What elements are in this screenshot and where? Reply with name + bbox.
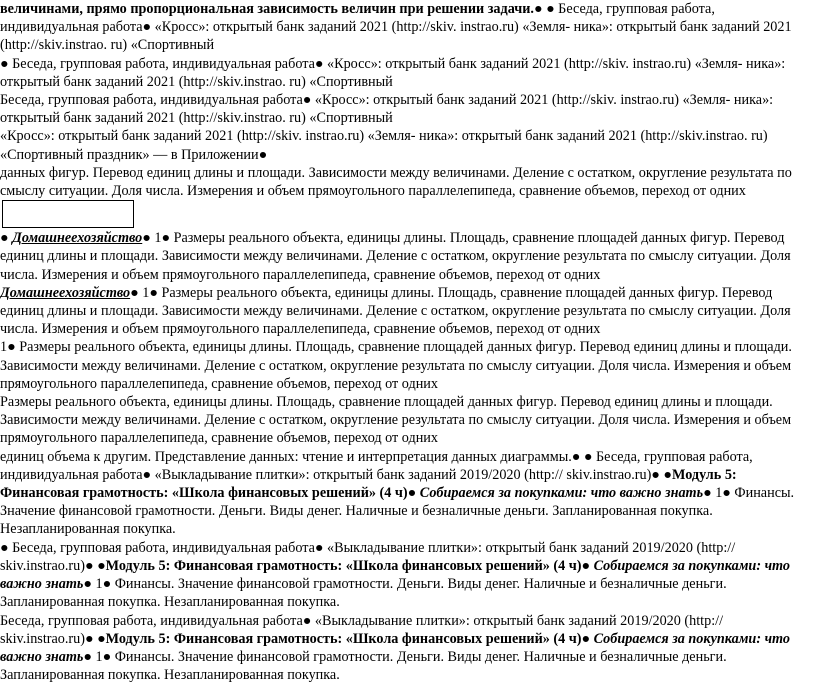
- finance-paragraph-2: [0, 539, 814, 612]
- module-title: Модуль 5: Финансовая грамотность: «Школа финансовых решений» (4 ч)●: [106, 631, 590, 647]
- bold-phrase: величинами, прямо пропорциональная зависимость величин при решении задачи.: [0, 1, 534, 17]
- module-title: Модуль 5: Финансовая грамотность: «Школа финансовых решений» (4 ч)●: [0, 467, 737, 501]
- text-span: Беседа, групповая работа, индивидуальная работа● «Выкладывание плитки»: открытый банк заданий 2019/2020 (http:// skiv.instrao.ru)● ●: [0, 613, 723, 647]
- module-title: Модуль 5: Финансовая грамотность: «Школа финансовых решений» (4 ч)●: [106, 558, 590, 574]
- text-span: единиц объема к другим. Представление данных: чтение и интерпретация данных диаграммы.● ● Беседа, групповая работа, индивидуальная работа● «Выкладывание плитки»: открытый банк заданий 2019/2020 (http:// skiv.instrao.ru)● ●: [0, 449, 753, 483]
- text-span: ● 1● Финансы. Значение финансовой грамотности. Деньги. Виды денег. Наличные и безналичные деньги. Запланированная покупка. Незапланированная покупка.: [0, 485, 794, 537]
- text-line-3: Беседа, групповая работа, индивидуальная работа● «Кросс»: открытый банк заданий 2021 (http://skiv. instrao.ru) «Земля- ника»: открытый банк заданий 2021 (http://skiv.instrao. ru) «Спортивный: [0, 91, 814, 127]
- empty-frame: [2, 200, 134, 228]
- homework-label: Домашнеехозяйство: [12, 230, 142, 246]
- topic-title: Собираемся за покупками: что важно знать: [0, 558, 790, 592]
- text-span: ● ● Беседа, групповая работа, индивидуальная работа● «Кросс»: открытый банк заданий 2021 (http://skiv. instrao.ru) «Земля- ника»: открытый банк заданий 2021 (http://skiv.instrao. ru) «Спортивный: [0, 1, 792, 53]
- text-span: ● Беседа, групповая работа, индивидуальная работа● «Выкладывание плитки»: открытый банк заданий 2019/2020 (http:// skiv.instrao.ru)● ●: [0, 540, 735, 574]
- text-paragraph-9: Размеры реального объекта, единицы длины. Площадь, сравнение площадей данных фигур. Перевод единиц длины и площади. Зависимости между величинами. Деление с остатком, округление результата по смыслу ситуации. Доля числа. Измерения и объем прямоугольного параллелепипеда, сравнение объемов, переход от одних: [0, 393, 814, 448]
- text-line-2: ● Беседа, групповая работа, индивидуальная работа● «Кросс»: открытый банк заданий 2021 (http://skiv. instrao.ru) «Земля- ника»: открытый банк заданий 2021 (http://skiv.instrao. ru) «Спортивный: [0, 55, 814, 91]
- text-span: ● 1● Размеры реального объекта, единицы длины. Площадь, сравнение площадей данных фигур. Перевод единиц длины и площади. Зависимости между величинами. Деление с остатком, округление результата по смыслу ситуации. Доля числа. Измерения и объем прямоугольного параллелепипеда, сравнение объемов, переход от одних: [0, 230, 791, 282]
- text-line-1: [0, 0, 814, 55]
- text-span: ● 1● Размеры реального объекта, единицы длины. Площадь, сравнение площадей данных фигур. Перевод единиц длины и площади. Зависимости между величинами. Деление с остатком, округление результата по смыслу ситуации. Доля числа. Измерения и объем прямоугольного параллелепипеда, сравнение объемов, переход от одних: [0, 285, 791, 337]
- topic-title: Собираемся за покупками: что важно знать: [0, 631, 790, 665]
- text-span: ● 1● Финансы. Значение финансовой грамотности. Деньги. Виды денег. Наличные и безналичные деньги. Запланированная покупка. Незапланированная покупка.: [0, 576, 727, 610]
- finance-paragraph-1: [0, 448, 814, 539]
- bullet: ●: [0, 230, 12, 246]
- homework-paragraph-1: [0, 229, 814, 284]
- text-line-5: данных фигур. Перевод единиц длины и площади. Зависимости между величинами. Деление с остатком, округление результата по смыслу ситуации. Доля числа. Измерения и объем прямоугольного параллелепипеда, сравнение объемов, переход от одних: [0, 164, 814, 200]
- text-span: ● 1● Финансы. Значение финансовой грамотности. Деньги. Виды денег. Наличные и безналичные деньги. Запланированная покупка. Незапланированная покупка.: [0, 649, 727, 683]
- text-line-4: «Кросс»: открытый банк заданий 2021 (http://skiv. instrao.ru) «Земля- ника»: открытый банк заданий 2021 (http://skiv.instrao. ru) «Спортивный праздник» — в Приложении●: [0, 127, 814, 163]
- homework-label: Домашнеехозяйство: [0, 285, 130, 301]
- text-paragraph-8: 1● Размеры реального объекта, единицы длины. Площадь, сравнение площадей данных фигур. Перевод единиц длины и площади. Зависимости между величинами. Деление с остатком, округление результата по смыслу ситуации. Доля числа. Измерения и объем прямоугольного параллелепипеда, сравнение объемов, переход от одних: [0, 338, 814, 393]
- homework-paragraph-2: [0, 284, 814, 339]
- finance-paragraph-3: [0, 612, 814, 684]
- topic-title: Собираемся за покупками: что важно знать: [420, 485, 703, 501]
